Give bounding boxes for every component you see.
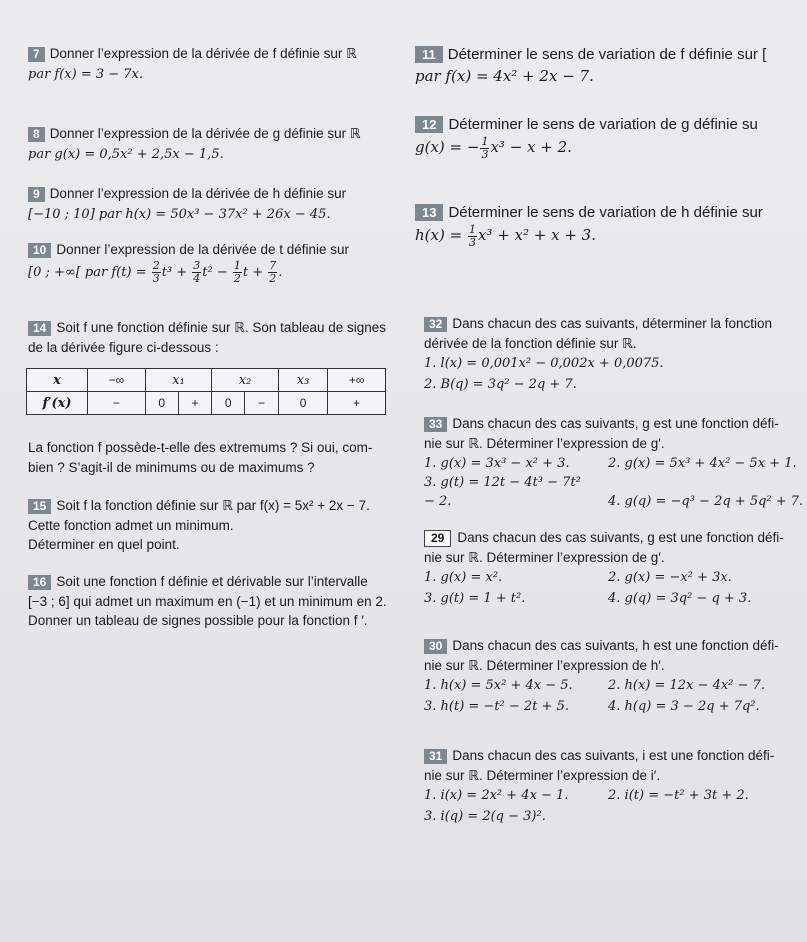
exercise-number: 9 [28,187,45,202]
table-header-x: x [27,369,88,392]
exercise-14-question [28,438,413,477]
exercise-text: Donner l’expression de la dérivée de g définie sur ℝ [49,126,361,141]
exercise-14 [28,318,408,357]
list-item: 1. l(x) = 0,001x² − 0,002x + 0,0075. [424,356,664,372]
exercise-text: Soit f une fonction définie sur ℝ. Son tableau de signes [56,320,387,335]
exercise-text: Donner l’expression de la dérivée de f définie sur ℝ [49,46,357,61]
exercise-text-line2: de la dérivée figure ci-dessous : [28,339,219,355]
exercise-formula: h(x) = $\frac{1}{3}$ x³ + x² + x + 3. [415,222,596,249]
exercise-29 [424,528,807,609]
exercise-number: 30 [424,639,447,654]
exercise-formula: par f(x) = 3 − 7x. [28,66,144,82]
table-cell: 0 [278,392,327,415]
exercise-number: 13 [415,204,443,221]
table-cell: − [88,392,146,415]
exercise-number: 32 [424,317,447,332]
list-item: 3. i(q) = 2(q − 3)². [424,808,546,824]
table-cell: x₂ [212,369,279,392]
table-cell: + [328,392,386,415]
exercise-formula: par g(x) = 0,5x² + 2,5x − 1,5. [28,146,224,162]
exercise-number: 11 [415,46,443,63]
exercise-text: Soit f la fonction définie sur ℝ par f(x) = 5x² + 2x − 7. [56,498,370,513]
exercise-number: 8 [28,127,45,142]
exercise-text: Dans chacun des cas suivants, g est une fonction défi- [457,530,784,545]
list-item: 2. g(x) = −x² + 3x. [608,570,732,586]
exercise-formula: g(x) = − $\frac{1}{3}$ x³ − x + 2. [415,134,572,161]
exercise-text-line2: dérivée de la fonction définie sur ℝ. [424,335,637,351]
exercise-formula: par f(x) = 4x² + 2x − 7. [415,66,594,85]
list-item: 2. h(x) = 12x − 4x² − 7. [608,678,765,694]
sign-table-row-x [27,369,386,392]
list-item: 3. g(t) = 1 + t². [424,590,526,606]
list-item: 1. i(x) = 2x² + 4x − 1. [424,788,569,804]
exercise-text: Déterminer le sens de variation de f définie sur [ [447,46,767,63]
exercise-text: Déterminer le sens de variation de g définie su [448,116,758,133]
list-item: 4. g(q) = 3q² − q + 3. [608,590,752,606]
exercise-text-line3: Donner un tableau de signes possible pour la fonction f ′. [28,613,368,629]
list-item: 1. g(x) = x². [424,570,503,586]
exercise-15 [28,496,418,555]
table-cell: x₃ [278,369,327,392]
sign-table [26,368,386,415]
table-header-derivative: f′(x) [27,392,88,415]
exercise-number: 14 [28,321,51,336]
exercise-number: 15 [28,499,51,514]
exercise-text: Déterminer le sens de variation de h définie sur [448,204,763,221]
exercise-31 [424,746,807,827]
exercise-number: 12 [415,116,443,133]
list-item: 1. g(x) = 3x³ − x² + 3. [424,456,570,472]
exercise-text-line2: nie sur ℝ. Déterminer l’expression de h′. [424,657,665,673]
exercise-30 [424,636,807,717]
exercise-11 [415,44,807,88]
list-item: 2. g(x) = 5x³ + 4x² − 5x + 1. [608,456,797,472]
table-cell: − [245,392,279,415]
exercise-text: Dans chacun des cas suivants, h est une fonction défi- [452,638,779,653]
exercise-formula: [0 ; +∞[ par f(t) = $\frac{2}{3}$ t³ + $\frac{3}{4}$ t² − $\frac{1}{2}$ t + $\frac{7}{2}$ . [28,258,283,285]
exercise-10 [28,240,403,285]
table-cell: + [178,392,212,415]
exercise-text: Dans chacun des cas suivants, i est une fonction défi- [452,748,775,763]
exercise-text: Donner l’expression de la dérivée de h définie sur [49,186,347,201]
exercise-text: Dans chacun des cas suivants, déterminer la fonction [452,316,773,331]
exercise-text-line2: Cette fonction admet un minimum. [28,517,234,533]
list-item: 2. B(q) = 3q² − 2q + 7. [424,376,577,392]
exercise-16 [28,572,418,631]
exercise-text-line2: nie sur ℝ. Déterminer l’expression de i′. [424,767,661,783]
sign-table-row-derivative [27,392,386,415]
exercise-number: 16 [28,575,51,590]
exercise-12 [415,114,807,161]
table-cell: +∞ [328,369,386,392]
exercise-number: 29 [424,530,451,547]
exercise-text-line2: [−3 ; 6] qui admet un maximum en (−1) et un minimum en 2. [28,593,387,609]
exercise-text: Dans chacun des cas suivants, g est une fonction défi- [452,416,779,431]
exercise-number: 33 [424,417,447,432]
table-cell: 0 [212,392,245,415]
list-item: 1. h(x) = 5x² + 4x − 5. [424,678,573,694]
exercise-number: 7 [28,47,45,62]
exercise-text: Soit une fonction f définie et dérivable sur l’intervalle [56,574,368,589]
question-line: bien ? S’agit-il de minimums ou de maximums ? [28,459,315,475]
question-line: La fonction f possède-t-elle des extremums ? Si oui, com- [28,440,373,455]
list-item: 3. h(t) = −t² − 2t + 5. [424,698,569,714]
exercise-32 [424,314,807,395]
exercise-7 [28,44,398,84]
table-cell: 0 [145,392,178,415]
list-item: 4. h(q) = 3 − 2q + 7q². [608,698,760,714]
list-item: 4. g(q) = −q³ − 2q + 5q² + 7. [608,493,804,509]
list-item: 3. g(t) = 12t − 4t³ − 7t² − 2. [424,474,581,509]
table-cell: −∞ [88,369,146,392]
exercise-number: 31 [424,749,447,764]
exercise-13 [415,202,807,249]
exercise-formula: [−10 ; 10] par h(x) = 50x³ − 37x² + 26x − 45. [28,206,331,222]
exercise-8 [28,124,398,164]
exercise-text: Donner l’expression de la dérivée de t définie sur [56,242,350,257]
exercise-number: 10 [28,243,51,258]
table-cell: x₁ [145,369,212,392]
exercise-text-line3: Déterminer en quel point. [28,537,180,553]
exercise-33 [424,414,807,512]
list-item: 2. i(t) = −t² + 3t + 2. [608,788,749,804]
exercise-text-line2: nie sur ℝ. Déterminer l’expression de g′. [424,435,665,451]
exercise-9 [28,184,403,224]
exercise-text-line2: nie sur ℝ. Déterminer l’expression de g′. [424,549,665,565]
